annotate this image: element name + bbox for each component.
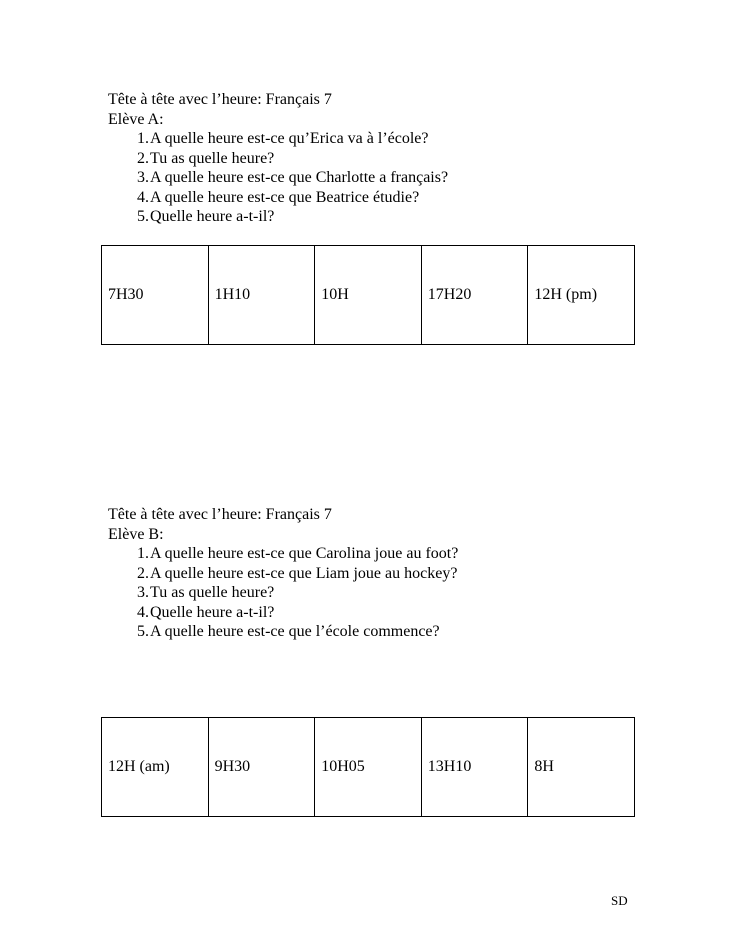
question-number: 4.	[137, 603, 149, 621]
time-cell: 7H30	[102, 246, 209, 345]
time-cell: 12H (am)	[102, 718, 209, 817]
question-number: 1.	[137, 545, 149, 562]
question-text: A quelle heure est-ce que Beatrice étudie?	[150, 188, 420, 206]
question-text: Quelle heure a-t-il?	[150, 208, 275, 225]
question-list	[108, 544, 668, 642]
question-number: 2.	[137, 564, 149, 582]
question-text: Tu as quelle heure?	[150, 584, 275, 601]
question-number: 4.	[137, 188, 149, 206]
question-text: Quelle heure a-t-il?	[150, 603, 275, 621]
student-label: Elève A:	[108, 110, 164, 128]
question-item	[108, 564, 668, 584]
question-item	[108, 603, 668, 623]
student-label: Elève B:	[108, 525, 164, 543]
question-item	[108, 622, 668, 642]
question-text: A quelle heure est-ce que Carolina joue au foot?	[150, 545, 459, 562]
time-cell: 10H05	[315, 718, 422, 817]
question-text: Tu as quelle heure?	[150, 149, 275, 167]
question-item	[108, 207, 668, 227]
question-item	[108, 544, 668, 564]
time-cell: 8H	[528, 718, 635, 817]
question-text: A quelle heure est-ce que Liam joue au hockey?	[150, 564, 458, 582]
section-eleve-b	[108, 505, 668, 642]
worksheet-title: Tête à tête avec l’heure: Français 7	[108, 91, 332, 108]
table-row	[102, 246, 635, 345]
time-table-a	[101, 245, 635, 345]
time-cell: 17H20	[421, 246, 528, 345]
question-item	[108, 168, 668, 188]
time-cell: 10H	[315, 246, 422, 345]
time-cell: 1H10	[208, 246, 315, 345]
author-initials: SD	[611, 893, 628, 908]
question-number: 3.	[137, 584, 149, 601]
question-text: A quelle heure est-ce que Charlotte a français?	[150, 169, 449, 186]
question-text: A quelle heure est-ce qu’Erica va à l’école?	[150, 130, 429, 147]
table-row	[102, 718, 635, 817]
question-item	[108, 129, 668, 149]
question-number: 5.	[137, 623, 149, 640]
question-number: 5.	[137, 208, 149, 225]
question-number: 2.	[137, 149, 149, 167]
question-number: 1.	[137, 130, 149, 147]
time-cell: 12H (pm)	[528, 246, 635, 345]
time-cell: 9H30	[208, 718, 315, 817]
question-item	[108, 188, 668, 208]
section-eleve-a	[108, 90, 668, 227]
question-item	[108, 583, 668, 603]
question-number: 3.	[137, 169, 149, 186]
question-item	[108, 149, 668, 169]
time-table-b	[101, 717, 635, 817]
worksheet-title: Tête à tête avec l’heure: Français 7	[108, 506, 332, 523]
question-text: A quelle heure est-ce que l’école commence?	[150, 623, 440, 640]
question-list	[108, 129, 668, 227]
time-cell: 13H10	[421, 718, 528, 817]
